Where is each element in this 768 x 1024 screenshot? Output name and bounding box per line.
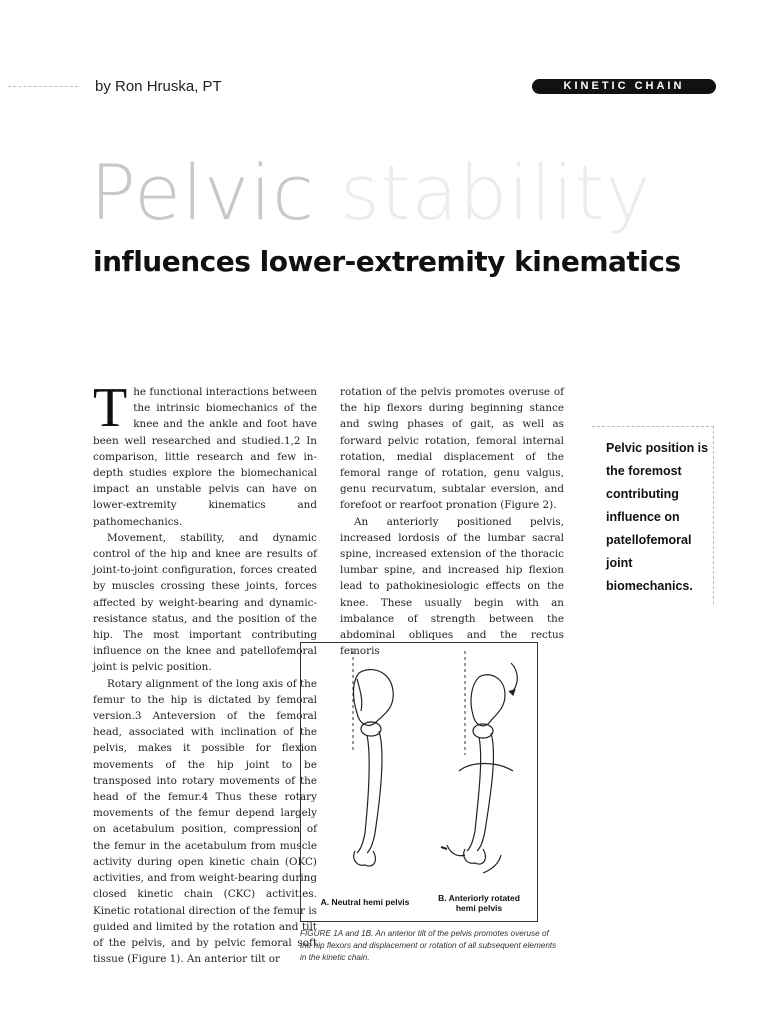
figure-label-a: A. Neutral hemi pelvis [320,897,410,907]
article-subtitle: influences lower-extremity kinematics [93,245,681,278]
pull-quote [592,426,714,604]
figure-label-b: B. Anteriorly rotated hemi pelvis [438,893,520,913]
paragraph: Movement, stability, and dynamic control of the hip and knee are results of joint-to-joint configuration, forces created by muscles crossing these joints, forces affected by weight-bearing and dynamic-resistance status, and the position of the hip. The most important contributing influence on the knee and patellofemoral joint is pelvic position. [93,531,317,674]
decorative-rule [8,86,78,87]
paragraph: Rotary alignment of the long axis of the femur to the hip is dictated by femoral version.3 Anteversion of the femoral head, associated with inclination of the pelvis, makes it possible for flexion movements of the hip joint to be transposed into rotary movements of the head of the femur.4 Thus these rotary movements of the femur depend largely on acetabulum position, compression of the femur in the acetabulum from muscle activity during open kinetic chain (OKC) activities, and from weight-bearing during closed kinetic chain (CKC) activities. Kinetic rotational direction of the femur is guided and limited by the rotation and tilt of the pelvis, and by pelvic femoral soft tissue (Figure 1). An anterior tilt or [93,677,317,966]
rotated-pelvis-drawing [441,651,517,873]
body-column-2 [340,384,564,659]
paragraph: An anteriorly positioned pelvis, increased lordosis of the lumbar sacral spine, increased extension of the thoracic lumbar spine, and increased hip flexion lead to pathokinesiologic effects on the knee. These usually begin with an imbalance of strength between the abdominal obliques and the rectus femoris [340,515,564,658]
paragraph: rotation of the pelvis promotes overuse of the hip flexors during beginning stance and swing phases of gait, as well as forward pelvic rotation, femoral internal rotation, medial displacement of the femoral range of rotation, genu valgus, genu recurvatum, subtalar eversion, and forefoot or rearfoot pronation (Figure 2). [340,386,564,512]
title-faint: stability [340,148,652,237]
article-title [90,148,652,237]
body-column-1 [93,377,317,967]
neutral-pelvis-drawing [353,651,393,866]
pull-quote-text: Pelvic position is the foremost contributing influence on patellofemoral joint biomechanics. [606,441,709,593]
section-tag: KINETIC CHAIN [532,79,716,94]
paragraph: he functional interactions between the intrinsic biomechanics of the knee and the ankle and foot have been well researched and studied.1,2 In comparison, little research and few in-depth studies explore the biomechanical impact an unstable pelvis can have on lower-extremity kinematics and pathomechanics. [93,386,317,528]
byline: by Ron Hruska, PT [95,78,222,95]
figure-1 [300,642,538,922]
drop-cap: T [93,377,128,439]
femur-illustration [301,643,537,921]
figure-caption: FIGURE 1A and 1B. An anterior tilt of the pelvis promotes overuse of the hip flexors and displacement or rotation of all subsequent elements in the kinetic chain. [300,929,557,962]
title-visible: Pelvic [90,148,341,237]
